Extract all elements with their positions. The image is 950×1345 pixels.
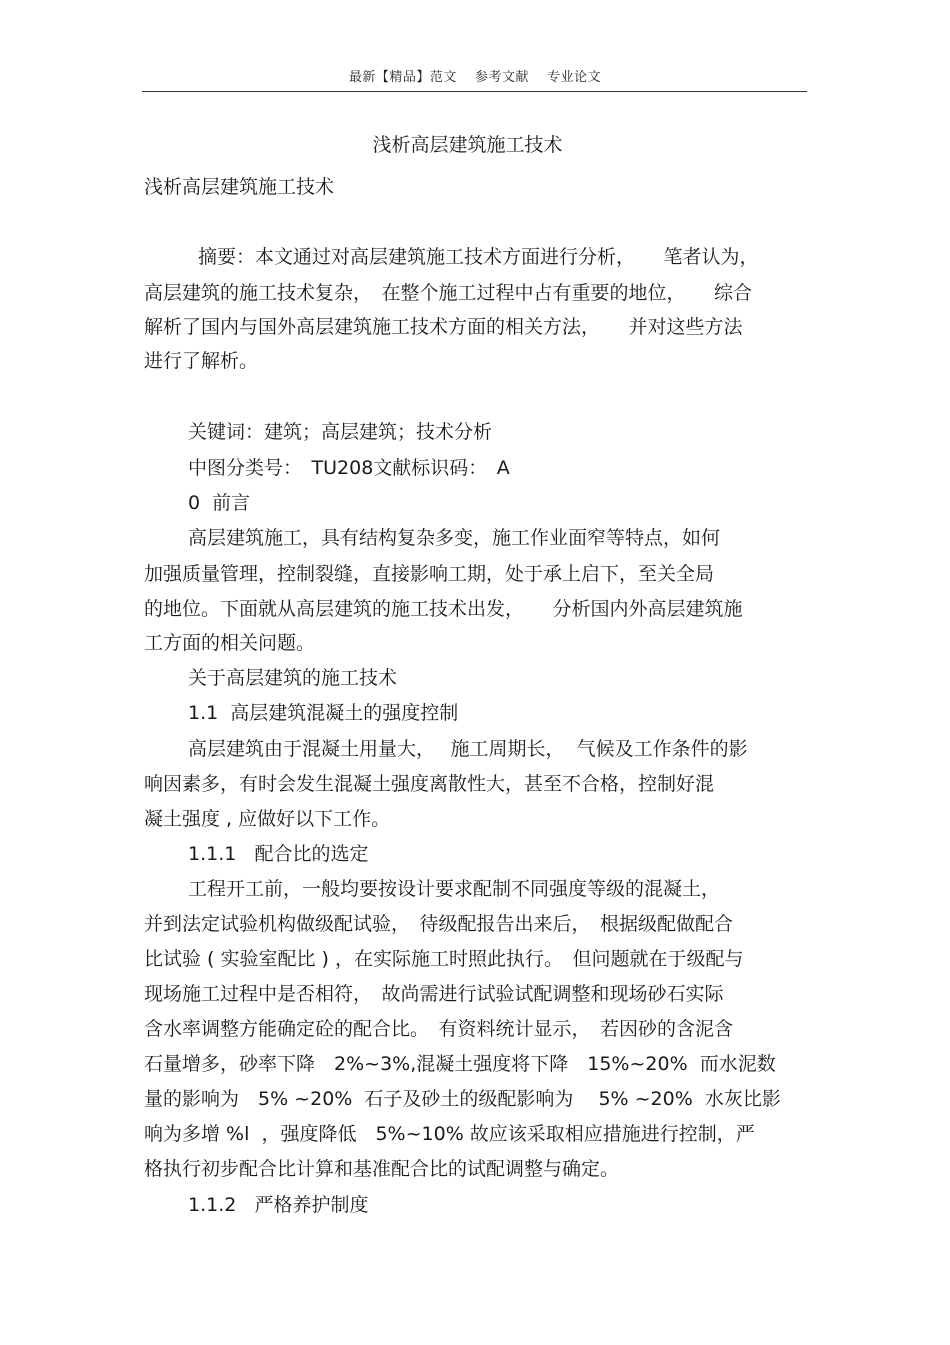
text-line: 并到法定试验机构做级配试验， 待级配报告出来后， 根据级配做配合 [144, 913, 734, 935]
text-line: 含水率调整方能确定砼的配合比。 有资料统计显示， 若因砂的含泥含 [144, 1018, 734, 1040]
text-line: 进行了解析。 [144, 350, 259, 372]
text-line: 1.1 高层建筑混凝土的强度控制 [188, 702, 459, 724]
text-line: 1.1.2 严格养护制度 [188, 1194, 369, 1216]
text-line: 关键词：建筑；高层建筑；技术分析 [188, 421, 493, 443]
text-line: 摘要：本文通过对高层建筑施工技术方面进行分析， 笔者认为， [198, 246, 759, 268]
text-line: 加强质量管理，控制裂缝，直接影响工期，处于承上启下，至关全局 [144, 563, 715, 585]
document-title: 浅析高层建筑施工技术 [372, 134, 563, 156]
header-divider [142, 91, 807, 92]
text-line: 响因素多，有时会发生混凝土强度离散性大，甚至不合格，控制好混 [144, 773, 715, 795]
text-line: 工程开工前，一般均要按设计要求配制不同强度等级的混凝土， [188, 878, 721, 900]
text-line: 1.1.1 配合比的选定 [188, 843, 369, 865]
text-line: 现场施工过程中是否相符， 故尚需进行试验试配调整和现场砂石实际 [144, 983, 724, 1005]
text-line: 中图分类号： TU208文献标识码： A [188, 457, 510, 479]
text-line: 高层建筑由于混凝土用量大， 施工周期长， 气候及工作条件的影 [188, 738, 748, 760]
text-line: 响为多增 %l ，强度降低 5%~10% 故应该采取相应措施进行控制，严 [144, 1123, 755, 1145]
page-header: 最新【精品】范文 参考文献 专业论文 [348, 70, 602, 85]
text-line: 解析了国内与国外高层建筑施工技术方面的相关方法， 并对这些方法 [144, 316, 743, 338]
text-line: 量的影响为 5% ~20% 石子及砂土的级配影响为 5% ~20% 水灰比影 [144, 1088, 781, 1110]
text-line: 工方面的相关问题。 [144, 632, 316, 654]
text-line: 凝土强度 , 应做好以下工作。 [144, 808, 391, 830]
text-line: 0 前言 [188, 492, 251, 514]
text-line: 浅析高层建筑施工技术 [144, 176, 335, 198]
text-line: 关于高层建筑的施工技术 [188, 667, 398, 689]
text-line: 高层建筑施工，具有结构复杂多变，施工作业面窄等特点，如何 [188, 527, 721, 549]
text-line: 石量增多，砂率下降 2%~3%,混凝土强度将下降 15%~20% 而水泥数 [144, 1053, 776, 1075]
text-line: 高层建筑的施工技术复杂， 在整个施工过程中占有重要的地位， 综合 [144, 282, 753, 304]
text-line: 比试验 ( 实验室配比 ) ，在实际施工时照此执行。 但问题就在于级配与 [144, 948, 744, 970]
text-line: 格执行初步配合比计算和基准配合比的试配调整与确定。 [144, 1158, 620, 1180]
text-line: 的地位。下面就从高层建筑的施工技术出发， 分析国内外高层建筑施 [144, 598, 743, 620]
